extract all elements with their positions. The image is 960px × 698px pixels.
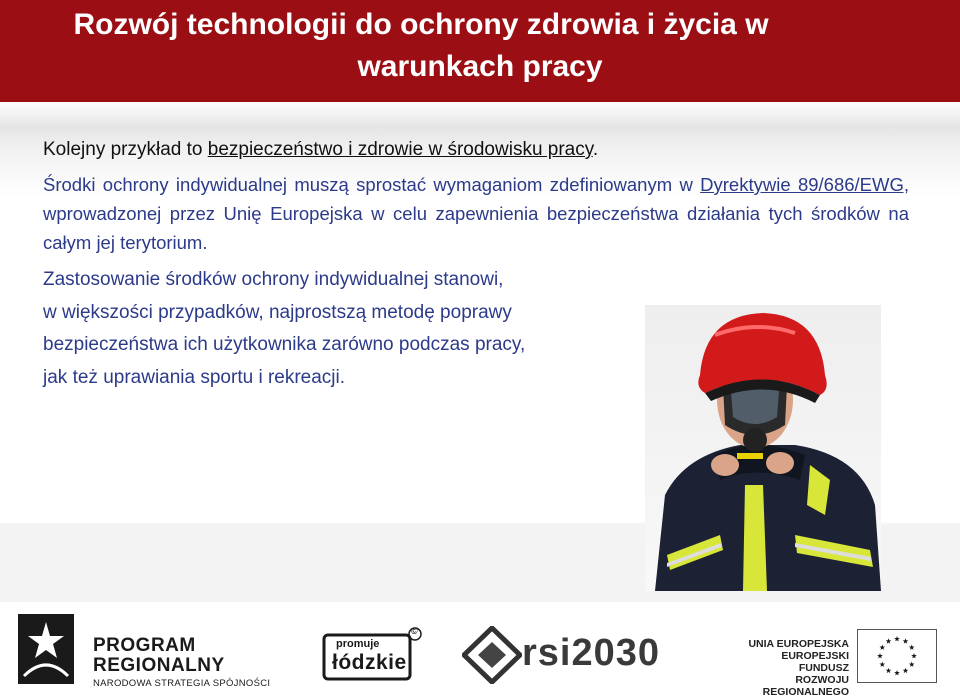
eu-flag-icon xyxy=(857,629,937,683)
page-title xyxy=(30,4,930,88)
directive-paragraph xyxy=(43,170,909,257)
promuje-mark: © xyxy=(411,626,418,636)
directive-text-part1: Środki ochrony indywidualnej muszą sprostać wymaganiom zdefiniowanym w xyxy=(43,174,701,195)
program-regionalny-logo xyxy=(18,614,74,684)
usage-paragraph xyxy=(43,264,643,394)
directive-link[interactable]: Dyrektywie 89/686/EWG, xyxy=(700,174,910,195)
rsi-text: rsi2030 xyxy=(522,632,661,674)
firefighter-photo xyxy=(645,305,881,591)
program-line3: NARODOWA STRATEGIA SPÓJNOŚCI xyxy=(93,678,271,689)
promuje-top-text: promuje xyxy=(336,638,380,650)
footer-logos xyxy=(0,602,960,698)
ue-line1: UNIA EUROPEJSKA xyxy=(748,638,849,650)
promuje-main-text: łódzkie xyxy=(332,651,407,674)
lead-sentence xyxy=(43,139,598,161)
ue-line3: ROZWOJU REGIONALNEGO xyxy=(762,674,849,698)
rsi-diamond-icon xyxy=(462,626,522,684)
program-line2: REGIONALNY xyxy=(93,655,225,676)
ue-text xyxy=(731,638,849,698)
usage-line4: jak też uprawiania sportu i rekreacji. xyxy=(43,366,346,388)
page-title-line2: warunkach pracy xyxy=(357,50,603,83)
usage-line3: bezpieczeństwa ich użytkownika zarówno podczas pracy, xyxy=(43,334,526,355)
lead-link[interactable]: bezpieczeństwo i zdrowie w środowisku pracy xyxy=(207,139,593,160)
lead-suffix: . xyxy=(592,139,599,160)
usage-line1: Zastosowanie środków ochrony indywidualnej stanowi, xyxy=(43,269,504,290)
directive-text-part2: wprowadzonej przez Unię Europejska w celu zapewnienia bezpieczeństwa działania tych środków na całym jej terytorium. xyxy=(43,203,909,253)
title-bar xyxy=(0,0,960,102)
page-title-line1: Rozwój technologii do ochrony zdrowia i życia w xyxy=(73,8,769,41)
promuje-lodzkie-logo xyxy=(322,625,422,683)
program-regionalny-text xyxy=(93,636,270,692)
firefighter-illustration xyxy=(645,305,881,591)
ue-line2: EUROPEJSKI FUNDUSZ xyxy=(781,650,849,674)
program-line1: PROGRAM xyxy=(93,635,196,656)
usage-line2: w większości przypadków, najprostszą metodę poprawy xyxy=(43,301,512,323)
lead-prefix: Kolejny przykład to xyxy=(43,139,208,160)
